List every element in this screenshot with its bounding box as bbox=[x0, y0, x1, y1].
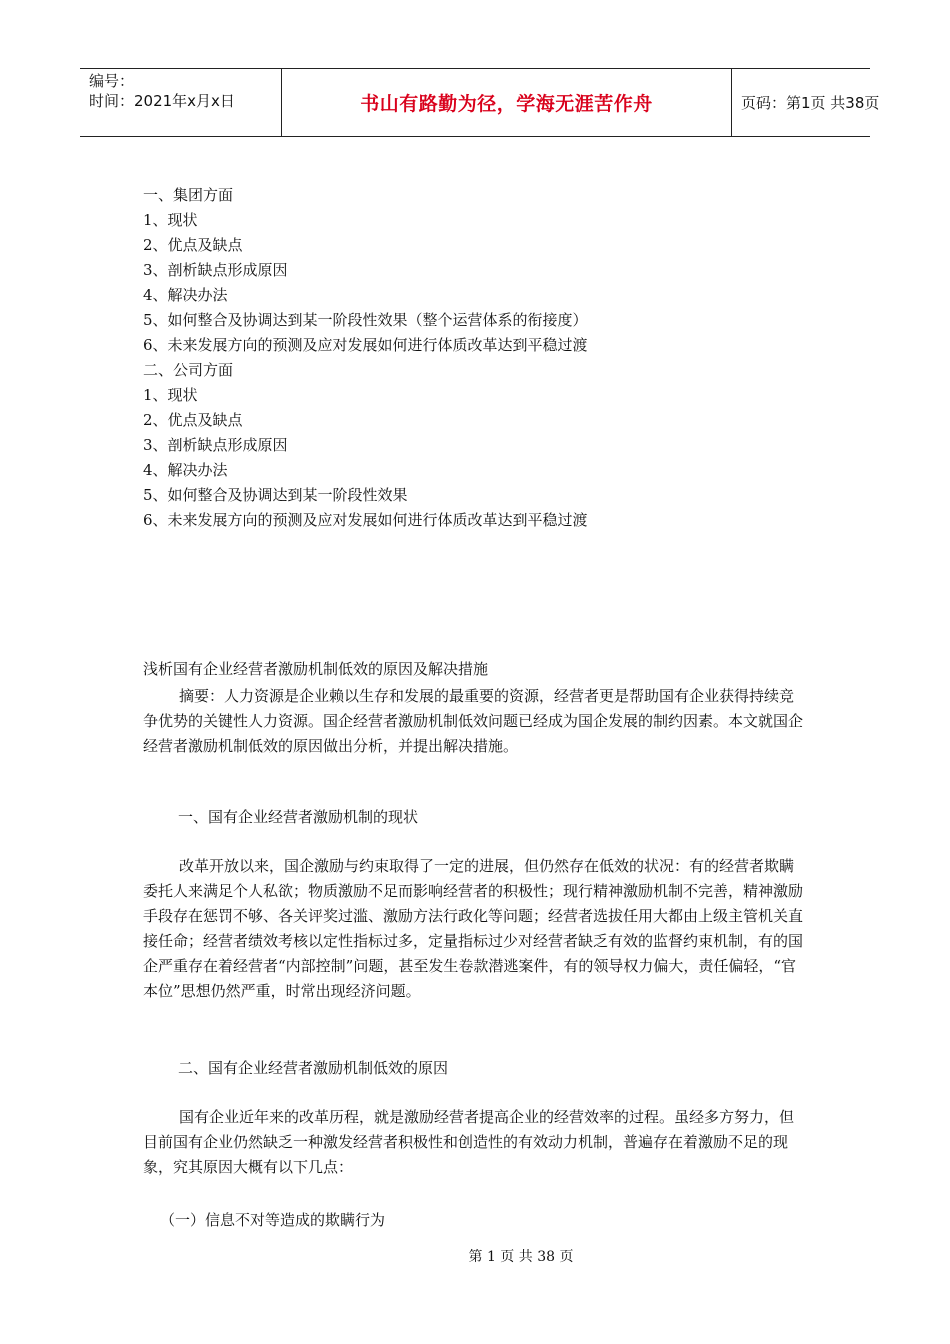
header-page-label: 页码：第1页 共38页 bbox=[741, 94, 880, 112]
outline-item: 4、解决办法 bbox=[143, 286, 228, 304]
outline-item: 2、优点及缺点 bbox=[143, 236, 243, 254]
outline-item: 2、优点及缺点 bbox=[143, 411, 243, 429]
page-header bbox=[80, 68, 880, 137]
outline-item: 二、公司方面 bbox=[143, 361, 234, 379]
outline-item: 6、未来发展方向的预测及应对发展如何进行体质改革达到平稳过渡 bbox=[143, 511, 588, 529]
subsection-heading: （一）信息不对等造成的欺瞒行为 bbox=[160, 1211, 386, 1229]
page-footer bbox=[0, 1246, 950, 1266]
header-motto-cell bbox=[281, 69, 732, 136]
section-paragraph: 改革开放以来，国企激励与约束取得了一定的进展，但仍然存在低效的状况：有的经营者欺瞒委托人来满足个人私欲；物质激励不足而影响经营者的积极性；现行精神激励机制不完善，精神激励手段存在惩罚不够、各关评奖过滥、激励方法行政化等问题；经营者选拔任用大都由上级主管机关直接任命；经营者绩效考核以定性指标过多，定量指标过少对经营者缺乏有效的监督约束机制，有的国企严重存在着经营者“内部控制”问题，甚至发生卷款潜逃案件，有的领导权力偏大，责任偏轻，“官本位”思想仍然严重，时常出现经济问题。 bbox=[143, 857, 804, 1000]
outline-item: 一、集团方面 bbox=[143, 186, 234, 204]
outline-item: 5、如何整合及协调达到某一阶段性效果（整个运营体系的衔接度） bbox=[143, 311, 588, 329]
footer-page-number: 第 1 页 共 38 页 bbox=[468, 1249, 574, 1265]
header-motto: 书山有路勤为径，学海无涯苦作舟 bbox=[360, 93, 653, 115]
outline-item: 3、剖析缺点形成原因 bbox=[143, 436, 288, 454]
serial-label: 编号： bbox=[89, 72, 135, 90]
header-meta bbox=[80, 69, 280, 136]
outline-list bbox=[143, 183, 588, 533]
outline-item: 1、现状 bbox=[143, 386, 198, 404]
section-heading: 一、国有企业经营者激励机制的现状 bbox=[178, 808, 419, 826]
outline-item: 5、如何整合及协调达到某一阶段性效果 bbox=[143, 486, 408, 504]
date-label: 时间：2021年x月x日 bbox=[89, 92, 235, 110]
header-page-cell bbox=[731, 69, 880, 136]
article-title: 浅析国有企业经营者激励机制低效的原因及解决措施 bbox=[143, 660, 489, 678]
outline-item: 6、未来发展方向的预测及应对发展如何进行体质改革达到平稳过渡 bbox=[143, 336, 588, 354]
section-paragraph: 国有企业近年来的改革历程，就是激励经营者提高企业的经营效率的过程。虽经多方努力，但目前国有企业仍然缺乏一种激发经营者积极性和创造性的有效动力机制，普遍存在着激励不足的现象，究其原因大概有以下几点： bbox=[143, 1108, 795, 1176]
outline-item: 3、剖析缺点形成原因 bbox=[143, 261, 288, 279]
section-heading: 二、国有企业经营者激励机制低效的原因 bbox=[178, 1059, 449, 1077]
outline-item: 1、现状 bbox=[143, 211, 198, 229]
article-abstract: 摘要：人力资源是企业赖以生存和发展的最重要的资源，经营者更是帮助国有企业获得持续竞争优势的关键性人力资源。国企经营者激励机制低效问题已经成为国企发展的制约因素。本文就国企经营者激励机制低效的原因做出分析，并提出解决措施。 bbox=[143, 687, 804, 755]
outline-item: 4、解决办法 bbox=[143, 461, 228, 479]
